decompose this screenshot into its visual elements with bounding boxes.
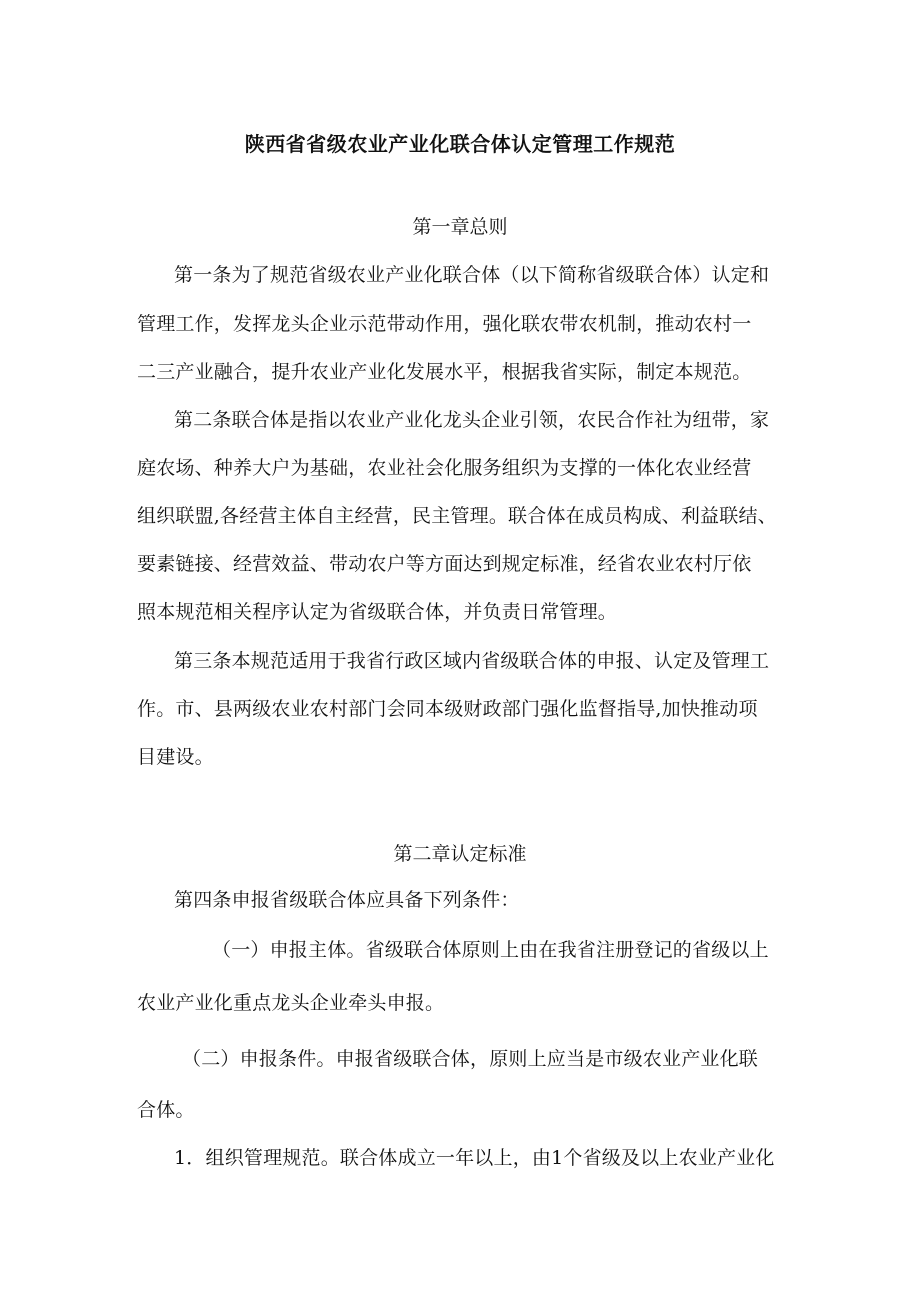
article-2-line-2: 庭农场、种养大户为基础，农业社会化服务组织为支撑的一体化农业经营 (137, 457, 752, 479)
item-1-line-1: （一）申报主体。省级联合体原则上由在我省注册登记的省级以上 (212, 939, 769, 961)
document-title: 陕西省省级农业产业化联合体认定管理工作规范 (244, 132, 676, 156)
chapter-1-heading: 第一章总则 (412, 216, 508, 238)
article-1-line-3: 二三产业融合，提升农业产业化发展水平，根据我省实际，制定本规范。 (137, 361, 752, 383)
item-2-line-2: 合体。 (137, 1099, 195, 1121)
article-3-line-1: 第三条本规范适用于我省行政区域内省级联合体的申报、认定及管理工 (174, 650, 770, 672)
article-2-line-4: 要素链接、经营效益、带动农户等方面达到规定标准，经省农业农村厅依 (137, 553, 752, 575)
item-3-line-1: 1．组织管理规范。联合体成立一年以上，由1个省级及以上农业产业化 (174, 1147, 775, 1169)
article-2-line-3: 组织联盟,各经营主体自主经营，民主管理。联合体在成员构成、利益联结、 (137, 505, 777, 527)
item-1-line-2: 农业产业化重点龙头企业牵头申报。 (137, 992, 445, 1014)
article-3-line-3: 目建设。 (137, 746, 214, 768)
article-2-line-5: 照本规范相关程序认定为省级联合体，并负责日常管理。 (137, 601, 618, 623)
item-2-line-1: （二）申报条件。申报省级联合体，原则上应当是市级农业产业化联 (182, 1048, 759, 1070)
article-1-line-1: 第一条为了规范省级农业产业化联合体（以下简称省级联合体）认定和 (174, 264, 770, 286)
chapter-2-heading: 第二章认定标准 (393, 843, 527, 865)
article-3-line-2: 作。市、县两级农业农村部门会同本级财政部门强化监督指导,加快推动项 (137, 698, 758, 720)
article-4-line: 第四条申报省级联合体应具备下列条件： (174, 889, 520, 911)
article-2-line-1: 第二条联合体是指以农业产业化龙头企业引领，农民合作社为纽带，家 (174, 409, 770, 431)
article-1-line-2: 管理工作，发挥龙头企业示范带动作用，强化联农带农机制，推动农村一 (137, 313, 752, 335)
